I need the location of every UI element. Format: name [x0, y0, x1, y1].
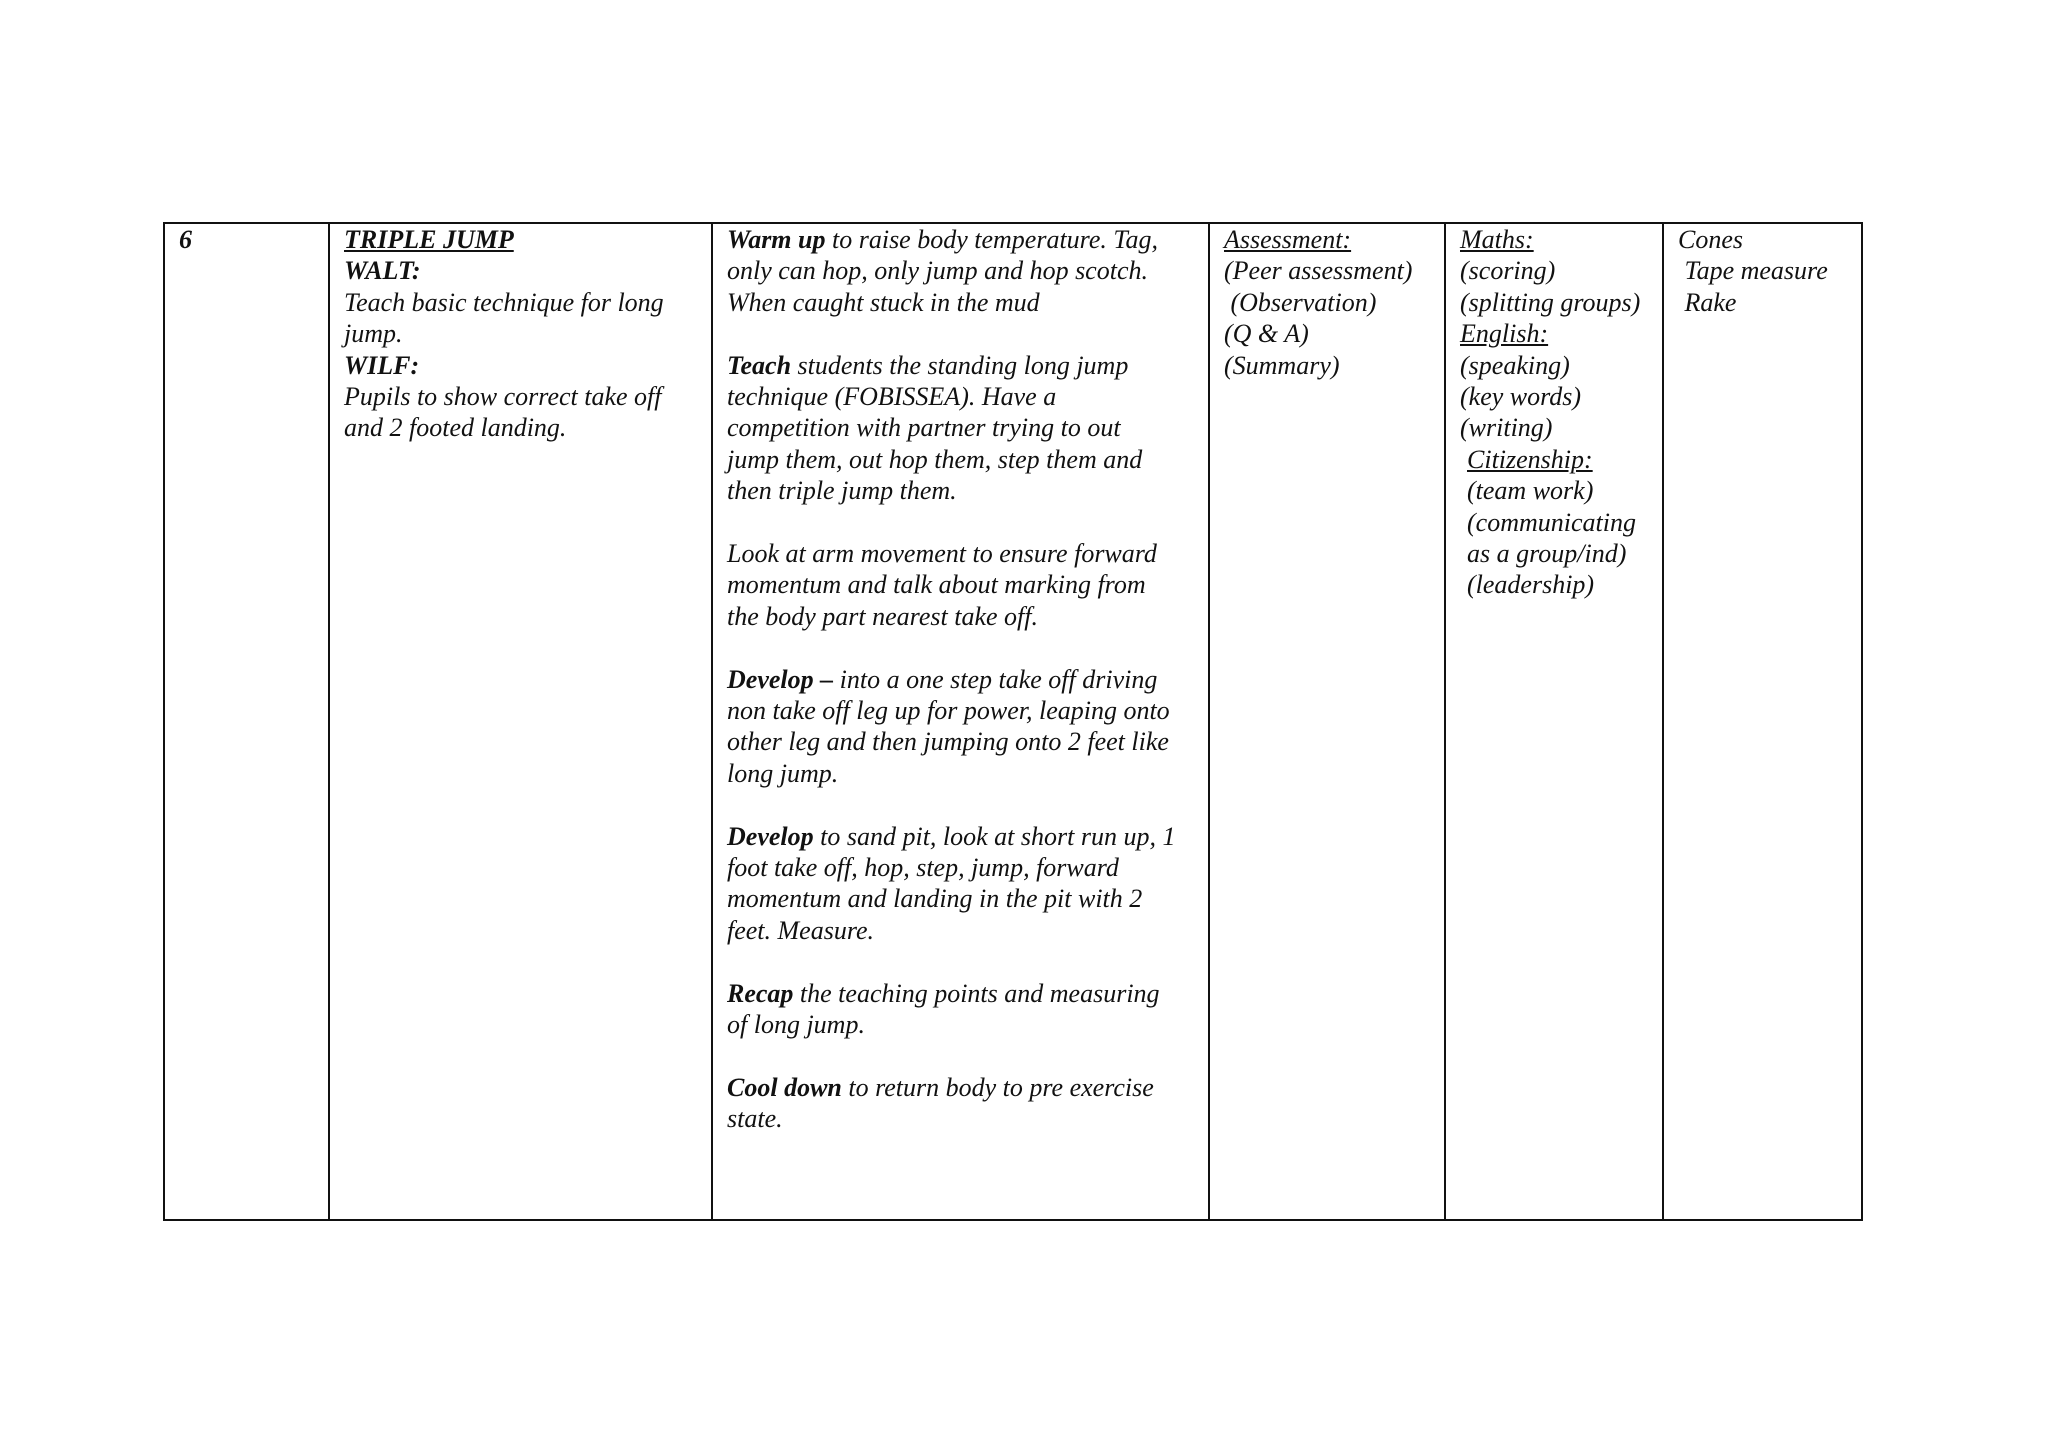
- assessment-cell: [1208, 224, 1444, 1219]
- citizenship-item: (leadership): [1467, 570, 1595, 600]
- citizenship-item: (communicating: [1467, 507, 1636, 537]
- activity-text: foot take off, hop, step, jump, forward: [727, 853, 1119, 883]
- resource-item: Cones: [1678, 225, 1743, 254]
- activity-text: non take off leg up for power, leaping onto: [727, 696, 1170, 726]
- assessment-item: (Q & A): [1224, 319, 1309, 349]
- activity-text: Look at arm movement to ensure forward: [727, 539, 1157, 569]
- english-heading: English:: [1460, 319, 1549, 349]
- activity-lead: Develop: [727, 821, 814, 851]
- activity-develop-sand-pit: [727, 821, 1200, 947]
- activity-text: jump them, out hop them, step them and: [727, 444, 1143, 474]
- activity-text: long jump.: [727, 758, 839, 788]
- walt-label: WALT:: [344, 256, 421, 286]
- activity-lead: Cool down: [727, 1072, 842, 1102]
- english-item: (key words): [1460, 382, 1582, 412]
- resource-item: Rake: [1678, 287, 1737, 317]
- citizenship-item: (team work): [1467, 476, 1594, 506]
- assessment-heading: Assessment:: [1224, 225, 1352, 254]
- activity-lead: Develop –: [727, 664, 834, 694]
- activity-teach: [727, 350, 1200, 507]
- activity-text: only can hop, only jump and hop scotch.: [727, 256, 1148, 286]
- activity-lead: Teach: [727, 350, 792, 380]
- assessment-item: (Summary): [1224, 350, 1340, 380]
- wilf-text: Pupils to show correct take off: [344, 382, 662, 412]
- resources-cell: [1662, 224, 1863, 1219]
- maths-item: (scoring): [1460, 256, 1556, 286]
- activity-text: momentum and talk about marking from: [727, 570, 1146, 600]
- english-item: (writing): [1460, 413, 1553, 443]
- activity-text: the teaching points and measuring: [793, 978, 1160, 1008]
- activity-text: then triple jump them.: [727, 476, 957, 506]
- activity-text: of long jump.: [727, 1010, 865, 1040]
- lesson-plan-table: [163, 222, 1863, 1221]
- citizenship-heading: Citizenship:: [1467, 444, 1593, 474]
- lesson-title: TRIPLE JUMP: [344, 225, 514, 254]
- activity-text: When caught stuck in the mud: [727, 287, 1040, 317]
- cross-curricular-cell: [1444, 224, 1662, 1219]
- activity-recap: [727, 978, 1200, 1041]
- activity-lead: Recap: [727, 978, 794, 1008]
- activity-text: state.: [727, 1104, 783, 1134]
- lesson-number: 6: [179, 225, 192, 254]
- citizenship-item: as a group/ind): [1467, 539, 1627, 569]
- activity-text: other leg and then jumping onto 2 feet like: [727, 727, 1169, 757]
- activities-cell: [711, 224, 1208, 1219]
- activity-cool-down: [727, 1072, 1200, 1135]
- activity-text: into a one step take off driving: [833, 664, 1158, 694]
- maths-item: (splitting groups): [1460, 287, 1641, 317]
- wilf-text: and 2 footed landing.: [344, 413, 567, 443]
- activity-text: the body part nearest take off.: [727, 601, 1038, 631]
- activity-text: students the standing long jump: [791, 350, 1129, 380]
- activity-text: competition with partner trying to out: [727, 413, 1121, 443]
- activity-warm-up: [727, 224, 1200, 318]
- wilf-label: WILF:: [344, 350, 420, 380]
- walt-text: Teach basic technique for long: [344, 287, 664, 317]
- assessment-item: (Observation): [1224, 287, 1377, 317]
- objectives-cell: [328, 224, 711, 1219]
- assessment-item: (Peer assessment): [1224, 256, 1413, 286]
- activity-lead: Warm up: [727, 225, 826, 254]
- activity-text: feet. Measure.: [727, 915, 875, 945]
- activity-text: to return body to pre exercise: [841, 1072, 1154, 1102]
- english-item: (speaking): [1460, 350, 1570, 380]
- activity-arm-movement: [727, 538, 1200, 632]
- activity-develop-one-step: [727, 664, 1200, 790]
- walt-text: jump.: [344, 319, 403, 349]
- activity-text: momentum and landing in the pit with 2: [727, 884, 1143, 914]
- maths-heading: Maths:: [1460, 225, 1534, 254]
- resource-item: Tape measure: [1678, 256, 1828, 286]
- activity-text: to sand pit, look at short run up, 1: [813, 821, 1176, 851]
- lesson-number-cell: [165, 224, 328, 1219]
- activity-text: to raise body temperature. Tag,: [825, 225, 1158, 254]
- activity-text: technique (FOBISSEA). Have a: [727, 382, 1057, 412]
